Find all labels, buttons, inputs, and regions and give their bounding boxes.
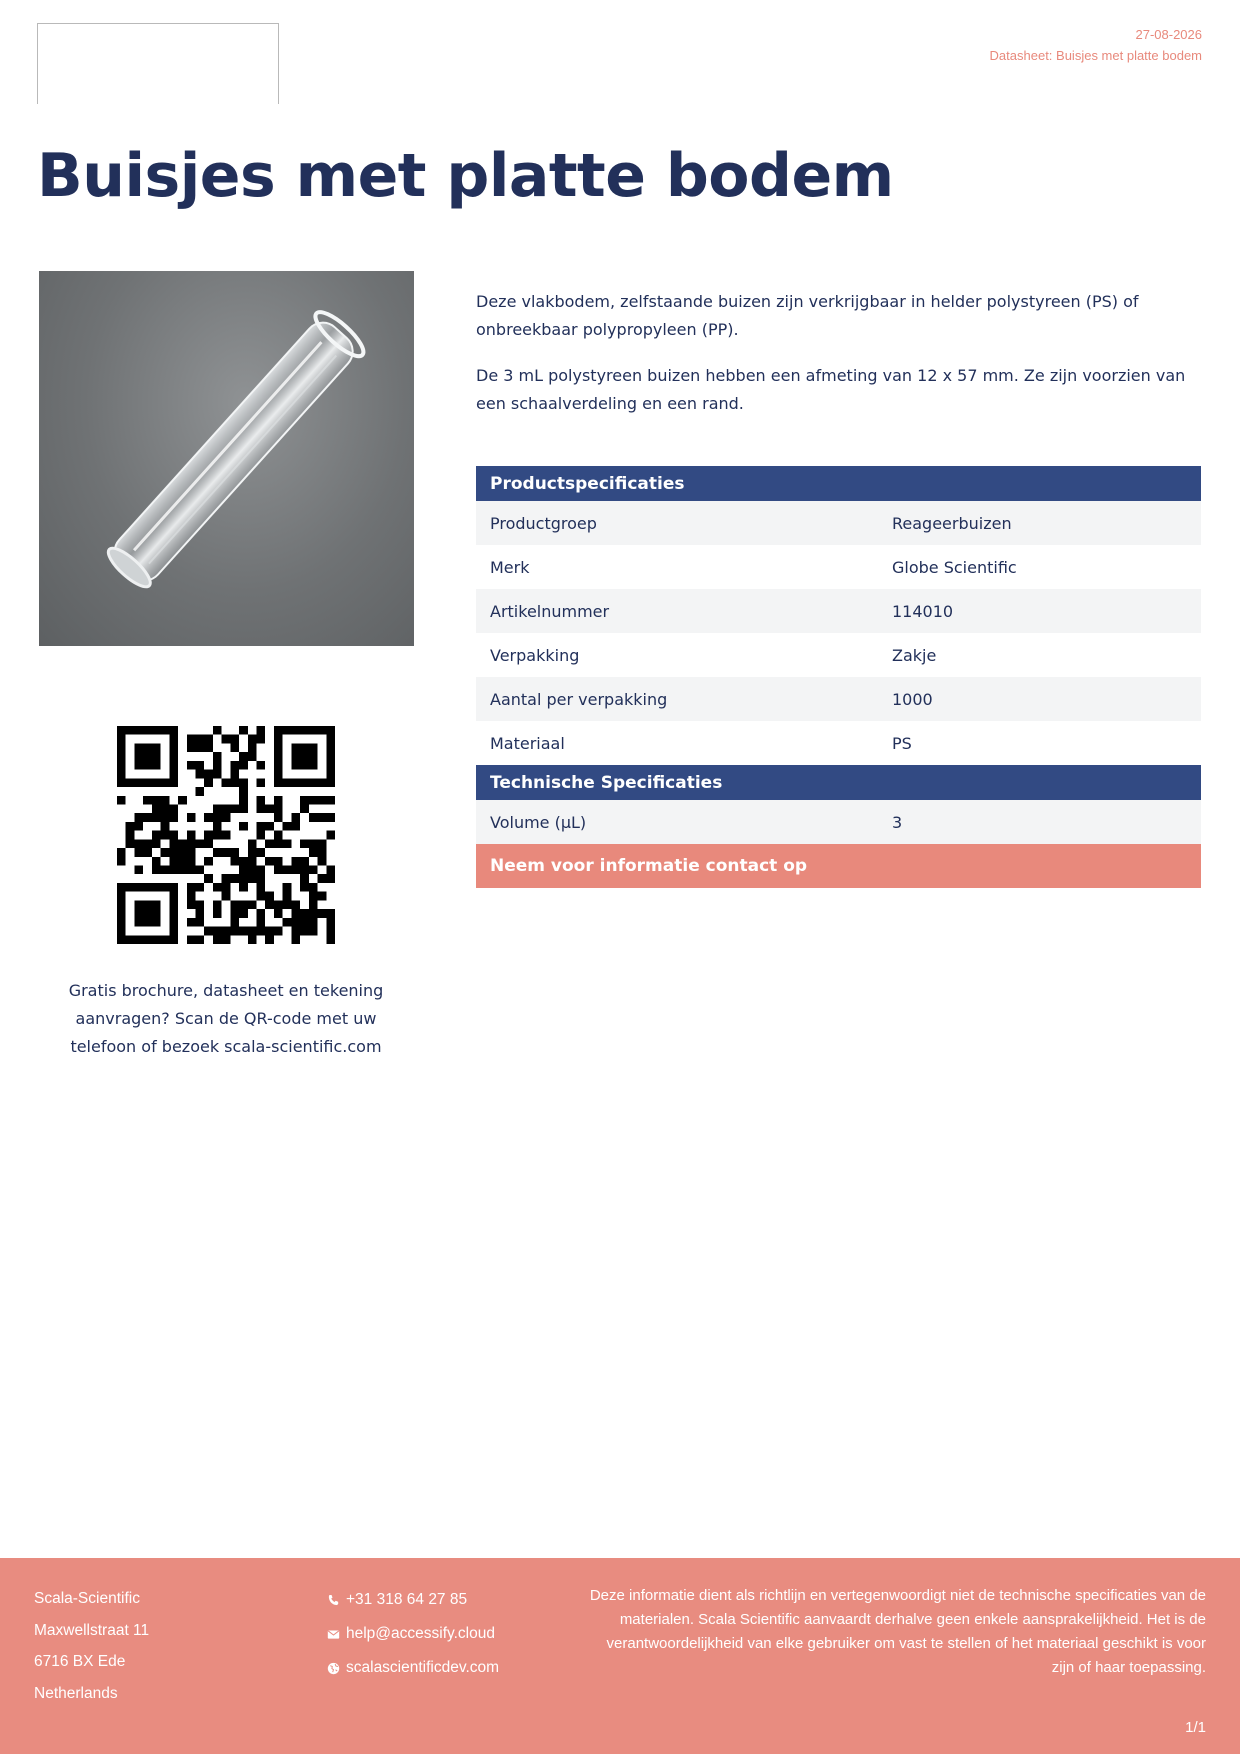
- website-row[interactable]: [327, 1651, 499, 1685]
- qr-code: [117, 726, 335, 944]
- spec-value: 114010: [878, 589, 1201, 633]
- table-row: [476, 633, 1201, 677]
- envelope-icon: [327, 1628, 340, 1641]
- table-row: [476, 721, 1201, 765]
- spec-label: Materiaal: [476, 721, 878, 765]
- page-title: Buisjes met platte bodem: [37, 141, 894, 211]
- spec-label: Productgroep: [476, 501, 878, 545]
- phone-icon: [327, 1594, 340, 1607]
- street: Maxwellstraat 11: [34, 1621, 150, 1639]
- specification-table: [476, 466, 1201, 888]
- table-row: [476, 589, 1201, 633]
- product-image: [39, 271, 414, 646]
- section-header-technical: [476, 765, 1201, 800]
- qr-caption: Gratis brochure, datasheet en tekening aanvragen? Scan de QR-code met uw telefoon of bezoek scala-scientific.com: [68, 981, 384, 1056]
- footer-disclaimer: Deze informatie dient als richtlijn en vertegenwoordigt niet de technische specificaties van de materialen. Scala Scientific aanvaardt derhalve geen enkele aansprakelijkheid. Het is de verantwoordelijkheid van elke gebruiker om vast te stellen of het materiaal geschikt is voor zijn of haar toepassing.: [589, 1587, 1206, 1676]
- page-number: 1/1: [1185, 1719, 1206, 1736]
- spec-label: Artikelnummer: [476, 589, 878, 633]
- section-header-product: [476, 466, 1201, 501]
- table-row: [476, 545, 1201, 589]
- globe-icon: [327, 1662, 340, 1675]
- section-title: Productspecificaties: [476, 466, 1201, 501]
- country: Netherlands: [34, 1684, 118, 1702]
- spec-label: Volume (µL): [476, 800, 878, 844]
- spec-value: Zakje: [878, 633, 1201, 677]
- header-document-label: Datasheet: Buisjes met platte bodem: [989, 48, 1202, 63]
- spec-value: Globe Scientific: [878, 545, 1201, 589]
- spec-value: PS: [878, 721, 1201, 765]
- section-title: Technische Specificaties: [476, 765, 1201, 800]
- intro-paragraph: De 3 mL polystyreen buizen hebben een afmeting van 12 x 57 mm. Ze zijn voorzien van een schaalverdeling en een rand.: [476, 366, 1186, 413]
- table-row: [476, 677, 1201, 721]
- test-tube-illustration: [39, 271, 414, 646]
- phone-row[interactable]: [327, 1583, 499, 1617]
- table-row: [476, 800, 1201, 844]
- website-link[interactable]: scalascientificdev.com: [346, 1659, 500, 1676]
- spec-value: 3: [878, 800, 1201, 844]
- intro-text: [476, 288, 1204, 436]
- table-row: [476, 501, 1201, 545]
- intro-paragraph: Deze vlakbodem, zelfstaande buizen zijn verkrijgbaar in helder polystyreen (PS) of onbreekbaar polypropyleen (PP).: [476, 292, 1139, 339]
- contact-label[interactable]: Neem voor informatie contact op: [476, 844, 1201, 888]
- email-address[interactable]: help@accessify.cloud: [346, 1625, 495, 1642]
- company-name: Scala-Scientific: [34, 1590, 140, 1607]
- footer-contact: [327, 1583, 499, 1685]
- header-date: 27-08-2026: [1135, 27, 1202, 42]
- spec-label: Aantal per verpakking: [476, 677, 878, 721]
- phone-number[interactable]: +31 318 64 27 85: [346, 1591, 468, 1608]
- contact-banner[interactable]: [476, 844, 1201, 888]
- spec-value: Reageerbuizen: [878, 501, 1201, 545]
- spec-label: Verpakking: [476, 633, 878, 677]
- footer-address: [34, 1583, 149, 1709]
- postal-city: 6716 BX Ede: [34, 1653, 126, 1670]
- logo-placeholder: [37, 23, 279, 104]
- footer: [0, 1558, 1240, 1754]
- email-row[interactable]: [327, 1617, 499, 1651]
- spec-value: 1000: [878, 677, 1201, 721]
- spec-label: Merk: [476, 545, 878, 589]
